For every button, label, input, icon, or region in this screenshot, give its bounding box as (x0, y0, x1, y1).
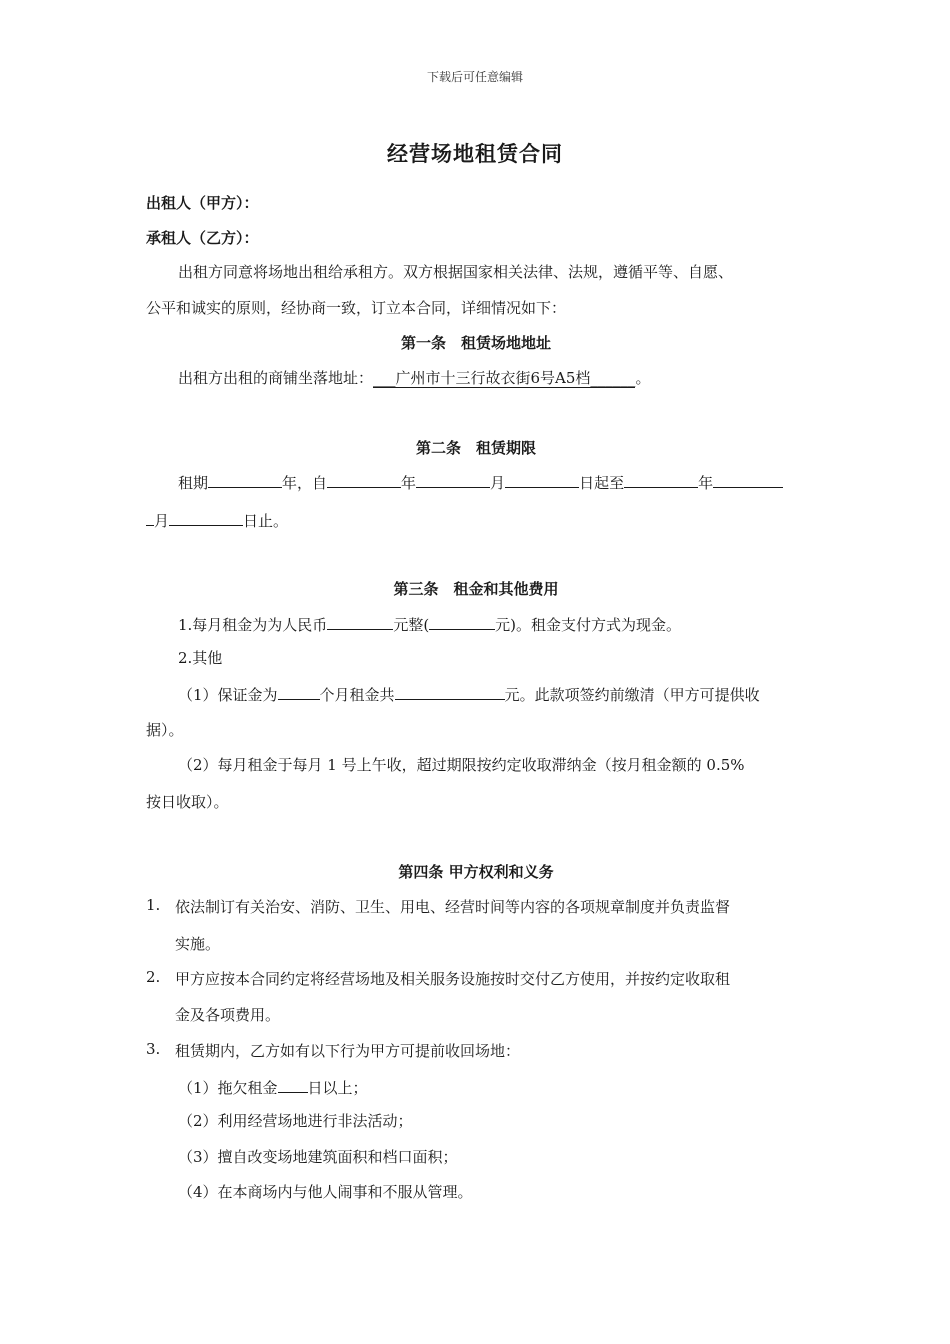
term-year-1: 年 (401, 474, 417, 492)
sub-item-2: （2）利用经营场地进行非法活动； (178, 1112, 413, 1130)
blank-end-year (624, 470, 698, 488)
term-month-2: 月 (154, 512, 170, 530)
list-item-2-line-1: 甲方应按本合同约定将经营场地及相关服务设施按时交付乙方使用，并按约定收取租 (175, 970, 731, 988)
blank-end-day (169, 508, 243, 526)
article2-heading: 第二条 租赁期限 (415, 439, 536, 457)
term-day-end: 日止。 (243, 512, 289, 530)
blank-start-year (327, 470, 401, 488)
lessor-line: 出租人（甲方）： (146, 194, 259, 212)
other-fees-label: 2.其他 (178, 649, 223, 667)
list-number-3: 3. (146, 1040, 161, 1058)
sub-item-1-text-a: （1）拖欠租金 (178, 1079, 278, 1097)
late-fee-line-2: 按日收取）。 (146, 793, 229, 811)
blank-deposit-months (278, 682, 320, 700)
article4-heading: 第四条 甲方权利和义务 (398, 863, 554, 881)
blank-rent-words (327, 612, 393, 630)
late-fee-line-1: （2）每月租金于每月 1 号上午收，超过期限按约定收取滞纳金（按月租金额的 0.5% (178, 756, 745, 774)
intro-line-1: 出租方同意将场地出租给承租方。双方根据国家相关法律、法规，遵循平等、自愿、 (178, 263, 734, 281)
address-suffix: 。 (635, 369, 651, 387)
blank-start-day (505, 470, 579, 488)
deposit-text-b: 个月租金共 (319, 686, 395, 704)
list-item-3-line-1: 租赁期内，乙方如有以下行为甲方可提前收回场地： (175, 1042, 521, 1060)
article3-heading: 第三条 租金和其他费用 (393, 580, 559, 598)
deposit-text-c: 元。此款项签约前缴清（甲方可提供收 (504, 686, 760, 704)
list-item-1-line-2: 实施。 (175, 935, 221, 953)
blank-end-month-b (146, 508, 154, 526)
list-number-1: 1. (146, 896, 161, 914)
blank-overdue-days (278, 1075, 308, 1093)
term-day-to: 日起至 (579, 474, 625, 492)
deposit-text-a: （1）保证金为 (178, 686, 278, 704)
term-label: 租期 (178, 474, 209, 492)
lease-term-line-1 (178, 470, 811, 493)
blank-end-month-a (713, 470, 783, 488)
address-value: ___广州市十三行故衣街6号A5档______ (373, 369, 636, 387)
blank-deposit-amount (395, 682, 505, 700)
sub-item-4: （4）在本商场内与他人闹事和不服从管理。 (178, 1183, 473, 1201)
article1-address-line (178, 367, 811, 388)
blank-start-month (416, 470, 490, 488)
rent-line (178, 612, 811, 635)
list-number-2: 2. (146, 968, 161, 986)
blank-years (208, 470, 282, 488)
blank-rent-number (429, 612, 495, 630)
lease-term-line-2 (146, 508, 811, 531)
sub-item-1-text-b: 日以上； (307, 1079, 368, 1097)
deposit-line-1 (178, 682, 811, 705)
header-note: 下载后可任意编辑 (426, 70, 523, 84)
term-year-2: 年 (698, 474, 714, 492)
list-item-1-line-1: 依法制订有关治安、消防、卫生、用电、经营时间等内容的各项规章制度并负责监督 (175, 898, 731, 916)
sub-item-1 (178, 1075, 368, 1098)
lessee-line: 承租人（乙方）： (146, 229, 259, 247)
term-text-from: 年，自 (282, 474, 328, 492)
address-prefix: 出租方出租的商铺坐落地址： (178, 369, 374, 387)
term-month-1: 月 (490, 474, 506, 492)
rent-text-c: 元)。租金支付方式为现金。 (495, 616, 682, 634)
rent-text-a: 1.每月租金为为人民币 (178, 616, 328, 634)
intro-line-2: 公平和诚实的原则，经协商一致，订立本合同，详细情况如下： (146, 299, 567, 317)
deposit-line-2: 据）。 (146, 721, 184, 739)
article1-heading: 第一条 租赁场地地址 (400, 334, 551, 352)
list-item-2-line-2: 金及各项费用。 (175, 1006, 281, 1024)
sub-item-3: （3）擅自改变场地建筑面积和档口面积； (178, 1148, 458, 1166)
document-title: 经营场地租赁合同 (387, 141, 563, 166)
rent-text-b: 元整( (393, 616, 430, 634)
